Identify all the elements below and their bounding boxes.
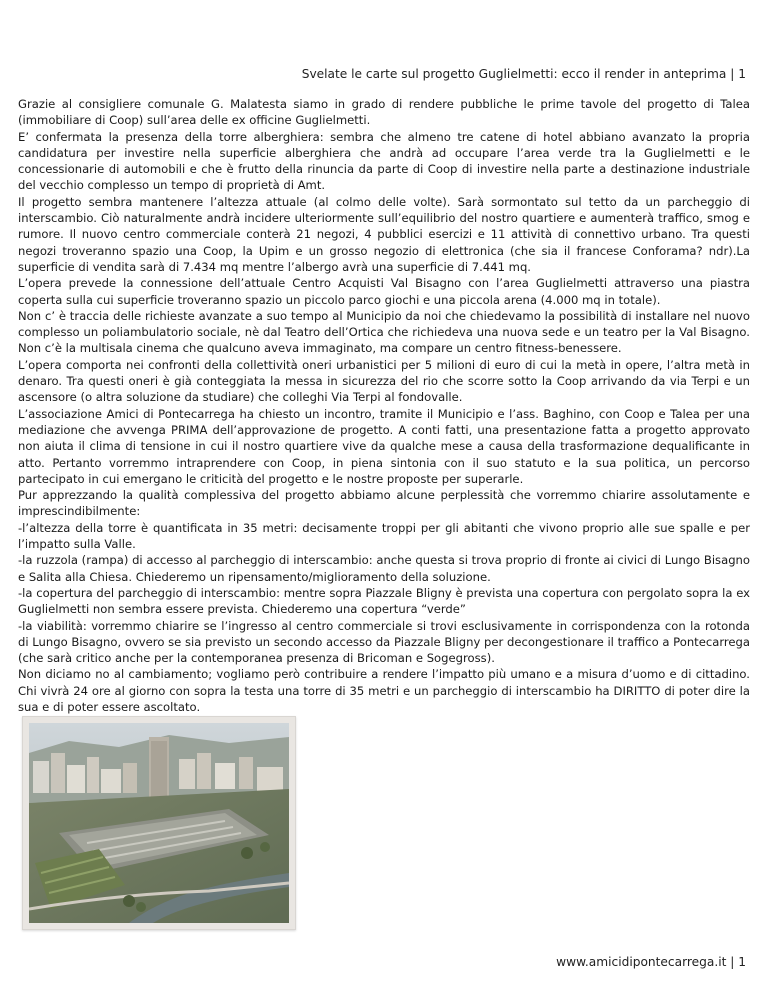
article-paragraph: Grazie al consigliere comunale G. Malatesta siamo in grado di rendere pubbliche le prime tavole del progetto di Talea (immobiliare di Coop) sull’area delle ex officine Guglielmetti.: [18, 97, 750, 128]
article-paragraph: Il progetto sembra mantenere l’altezza attuale (al colmo delle volte). Sarà sormontato sul tetto da un parcheggio di interscambio. Ciò naturalmente andrà incidere ulteriormente sull’equilibrio del nostro quartiere e aumenterà traffico, smog e rumore. Il nuovo centro commerciale conterà 21 negozi, 4 pubblici esercizi e 11 attività di connettivo urbano. Tra questi negozi troveranno spazio una Coop, la Upim e un grosso negozio di elettronica (che sia il francese Conforama? ndr).La superficie di vendita sarà di 7.434 mq mentre l’albergo avrà una superficie di 7.441 mq.: [18, 194, 750, 274]
article-paragraph: -la viabilità: vorremmo chiarire se l’ingresso al centro commerciale si trovi esclusivamente in corrispondenza con la rotonda di Lungo Bisagno, ovvero se sia previsto un secondo accesso da Piazzale Bligny per decongestionare il traffico a Pontecarrega (che sarà critico anche per la contemporanea presenza di Bricoman e Sogegross).: [18, 618, 750, 666]
article-paragraph: Non diciamo no al cambiamento; vogliamo però contribuire a rendere l’impatto più umano e a misura d’uomo e di cittadino. Chi vivrà 24 ore al giorno con sopra la testa una torre di 35 metri e un parcheggio di interscambio ha DIRITTO di poter dire la sua e di poter essere ascoltato.: [18, 667, 750, 714]
article-paragraph: Non c’ è traccia delle richieste avanzate a suo tempo al Municipio da noi che chiedevamo la possibilità di installare nel nuovo complesso un poliambulatorio sociale, nè dal Teatro dell’Ortica che richiedeva una nuova sede e un teatro per la Val Bisagno. Non c’è la multisala cinema che qualcuno aveva immaginato, ma compare un centro fitness-benessere.: [18, 308, 750, 356]
article-paragraph: -la ruzzola (rampa) di accesso al parcheggio di interscambio: anche questa si trova proprio di fronte ai civici di Lungo Bisagno e Salita alla Chiesa. Chiederemo un ripensamento/miglioramento della soluzione.: [18, 553, 750, 584]
article-paragraph: L’associazione Amici di Pontecarrega ha chiesto un incontro, tramite il Municipio e l’ass. Baghino, con Coop e Talea per una mediazione che avvenga PRIMA dell’approvazione de progetto. A conti fatti, una presentazione fatta a progetto approvato non aiuta il clima di tensione in cui il nostro quartiere vive da qualche mese a causa della trasformazione dequalificante in atto. Pertanto vorremmo intraprendere con Coop, in piena sintonia con il suo statuto e la sua politica, un percorso partecipato in cui emergano le criticità del progetto e le nostre proposte per superarle.: [18, 406, 750, 486]
article-paragraph: Pur apprezzando la qualità complessiva del progetto abbiamo alcune perplessità che vorremmo chiarire assolutamente e imprescindibilmente:: [18, 488, 750, 519]
project-render-photo: [22, 716, 296, 930]
article-paragraph: L’opera comporta nei confronti della collettività oneri urbanistici per 5 milioni di euro di cui la metà in opere, l’altra metà in denaro. Tra questi oneri è già conteggiata la messa in sicurezza del rio che scorre sotto la Coop arrivando da via Terpi e un ascensore (o altra soluzione da studiare) che colleghi Via Terpi al fondovalle.: [18, 357, 750, 405]
article-paragraph: E’ confermata la presenza della torre alberghiera: sembra che almeno tre catene di hotel abbiano avanzato la propria candidatura per investire nella superficie alberghiera che andrà ad occupare l’area verde tra la Guglielmetti e le concessionarie di automobili e che è frutto della rinuncia da parte di Coop di investire nella parte a destinazione industriale del vecchio complesso un tempo di proprietà di Amt.: [18, 129, 750, 193]
render-image: [29, 723, 289, 923]
page-header: Svelate le carte sul progetto Guglielmetti: ecco il render in anteprima | 1: [301, 67, 746, 81]
article-paragraph: -la copertura del parcheggio di interscambio: mentre sopra Piazzale Bligny è prevista una copertura con pergolato sopra la ex Guglielmetti non sembra essere prevista. Chiederemo una copertura “verde”: [18, 585, 750, 617]
article-paragraph: -l’altezza della torre è quantificata in 35 metri: decisamente troppi per gli abitanti che vivono proprio alle sue spalle e per l’impatto sulla Valle.: [18, 520, 750, 552]
article-paragraph: L’opera prevede la connessione dell’attuale Centro Acquisti Val Bisagno con l’area Guglielmetti attraverso una piastra coperta sulla cui superficie troveranno spazio un piccolo parco giochi e una piccola arena (4.000 mq in totale).: [18, 276, 750, 307]
page-footer: www.amicidipontecarrega.it | 1: [556, 955, 746, 969]
article-body: [18, 96, 750, 715]
